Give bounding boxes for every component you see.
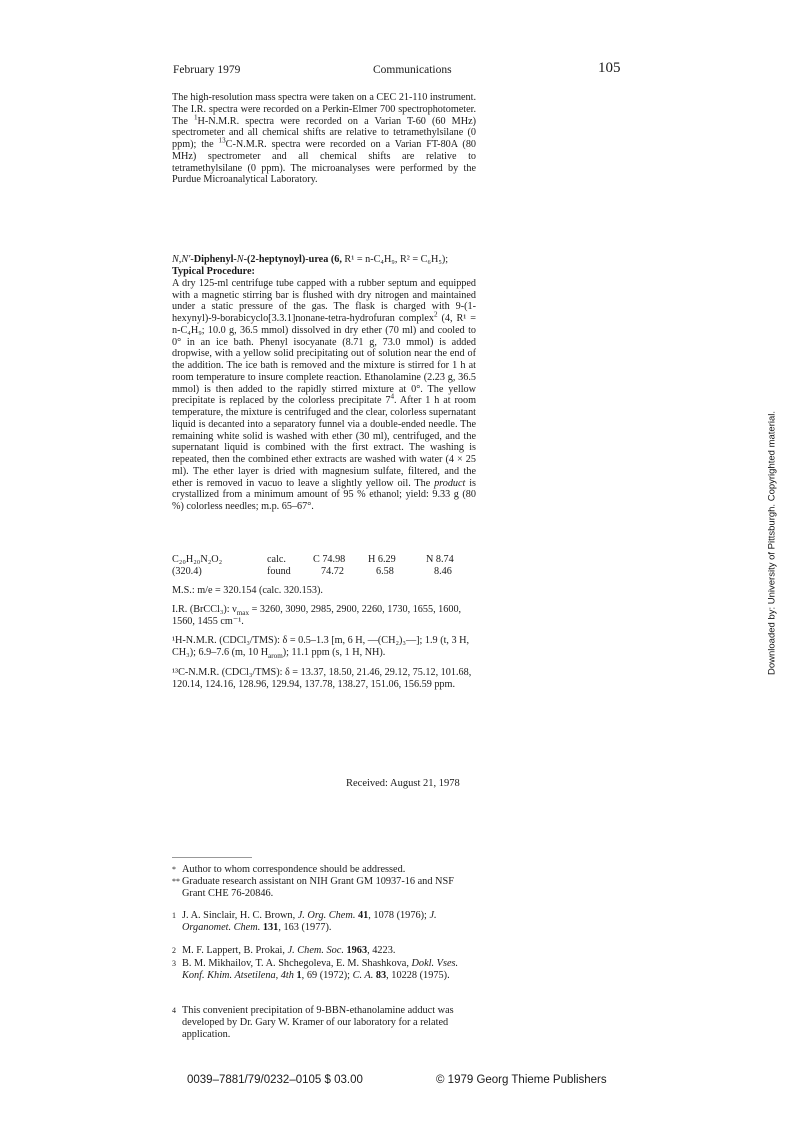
footnote: ** Graduate research assistant on NIH Grant GM 10937-16 and NSF Grant CHE 76-20846. [172,876,454,899]
calc-c: C 74.98 [313,554,346,565]
reference-3: 3 B. M. Mikhailov, T. A. Shchegoleva, E. M. Shashkova, Dokl. Vses. Konf. Khim. Atsetilena, 4th 1, 69 (1972); C. A. 83, 10228 (1975). [172,958,459,981]
footnote-divider [172,857,252,858]
journal-code: 0039–7881/79/0232–0105 $ 03.00 [187,1074,363,1086]
page-number: 105 [598,60,621,76]
procedure-body: Typical Procedure: A dry 125-ml centrifuge tube capped with a rubber septum and equipped with a magnetic stirring bar is flushed with dry nitrogen and maintained under a static pressure of the gas. The flask is charged with 9-(1-hexynyl)-9-borabicyclo[3.3.1]nonane-tetra-hydrofuran complex$^2$ (4, R¹ = n-C₄H₉; 10.0 g, 36.5 mmol) dissolved in dry ether (70 ml) and cooled to 0° in an ice bath. Phenyl isocyanate (8.71 g, 73.0 mmol) is added dropwise, with a yellow solid precipitating out of solution near the end of the addition. The ice bath is removed and the mixture is stirred for 1 h at room temperature to insure complete reaction. Ethanolamine (2.23 g, 36.5 mmol) is then added to the rapidly stirred mixture at 0°. The yellow precipitate is replaced by the colorless precipitate $7^4$. After 1 h at room temperature, the mixture is centrifuged and the clear, colorless supernatant liquid is decanted into a separatory funnel via a double-ended needle. The remaining white solid is washed with ether (30 ml), centrifuged, and the supernatant liquid is combined with the first extract. The washing is repeated, then the combined ether extracts are washed with water (4 × 25 ml). The ether layer is dried with magnesium sulfate, filtered, and the ether is removed in vacuo to leave a slightly yellow oil. The product is crystallized from a minimum amount of 95 % ethanol; yield: 9.33 g (80 %) colorless needles; m.p. 65–67°. [172,266,477,512]
c-nmr-spectrum: ¹³C-N.M.R. (CDCl₃/TMS): δ = 13.37, 18.50, 21.46, 29.12, 75.12, 101.68, 120.14, 124.16, 128.96, 129.94, 137.78, 138.27, 151.06, 156.59 ppm. [172,667,472,690]
received-date: Received: August 21, 1978 [346,778,460,789]
found-n: 8.46 [434,565,452,577]
header-date: February 1979 [173,64,241,76]
calc-label: calc. [267,554,286,565]
mass-spectrum: M.S.: m/e = 320.154 (calc. 320.153). [172,585,323,596]
formula: C₂₀H₂₀N₂O₂ [172,554,223,565]
calc-h: H 6.29 [368,554,396,565]
molecular-weight: (320.4) [172,565,202,577]
reference-4: 4 This convenient precipitation of 9-BBN-ethanolamine adduct was developed by Dr. Gary W. Kramer of our laboratory for a related application. [172,1005,454,1040]
elemental-analysis [172,554,476,577]
found-c: 74.72 [321,565,344,577]
download-watermark: Downloaded by: University of Pittsburgh. Copyrighted material. [766,410,778,676]
copyright: © 1979 Georg Thieme Publishers [436,1074,607,1086]
procedure-subtitle: Typical Procedure: [172,266,255,277]
found-label: found [267,565,291,577]
reference-1: 1 J. A. Sinclair, H. C. Brown, J. Org. Chem. 41, 1078 (1976); J. Organomet. Chem. 131, 163 (1977). [172,910,437,933]
reference-2: 2 M. F. Lappert, B. Prokai, J. Chem. Soc. 1963, 4223. [172,945,396,956]
ir-spectrum: I.R. (BrCCl₃): $\nu_{max} = 3260$, 3090, 2985, 2900, 2260, 1730, 1655, 1600, 1560, 1455 cm⁻¹. [172,604,462,627]
intro-paragraph: The high-resolution mass spectra were taken on a CEC 21-110 instrument. The I.R. spectra were recorded on a Perkin-Elmer 700 spectrophotometer. The $^1$H-N.M.R. spectra were recorded on a Varian T-60 (60 MHz) spectrometer and all chemical shifts are relative to tetramethylsilane (0 ppm); the $^{13}$C-N.M.R. spectra were recorded on a Varian FT-80A (80 MHz) spectrometer and all chemical shifts are relative to tetramethylsilane (0 ppm). The microanalyses were performed by the Purdue Microanalytical Laboratory. [172,92,477,186]
procedure-title: N,N′-Diphenyl-N-(2-heptynoyl)-urea (6, R¹ = n-C₄H₉, R² = C₆H₅); [172,254,449,265]
footnote: * Author to whom correspondence should be addressed. [172,864,406,875]
calc-n: N 8.74 [426,554,454,565]
found-h: 6.58 [376,565,394,577]
h-nmr-spectrum: ¹H-N.M.R. (CDCl₃/TMS): δ = 0.5–1.3 [m, 6 H, —(CH₂)₃—]; 1.9 (t, 3 H, CH₃); 6.9–7.6 (m, 10 $H_{arom}$); 11.1 ppm (s, 1 H, NH). [172,635,470,660]
header-section: Communications [373,64,452,76]
